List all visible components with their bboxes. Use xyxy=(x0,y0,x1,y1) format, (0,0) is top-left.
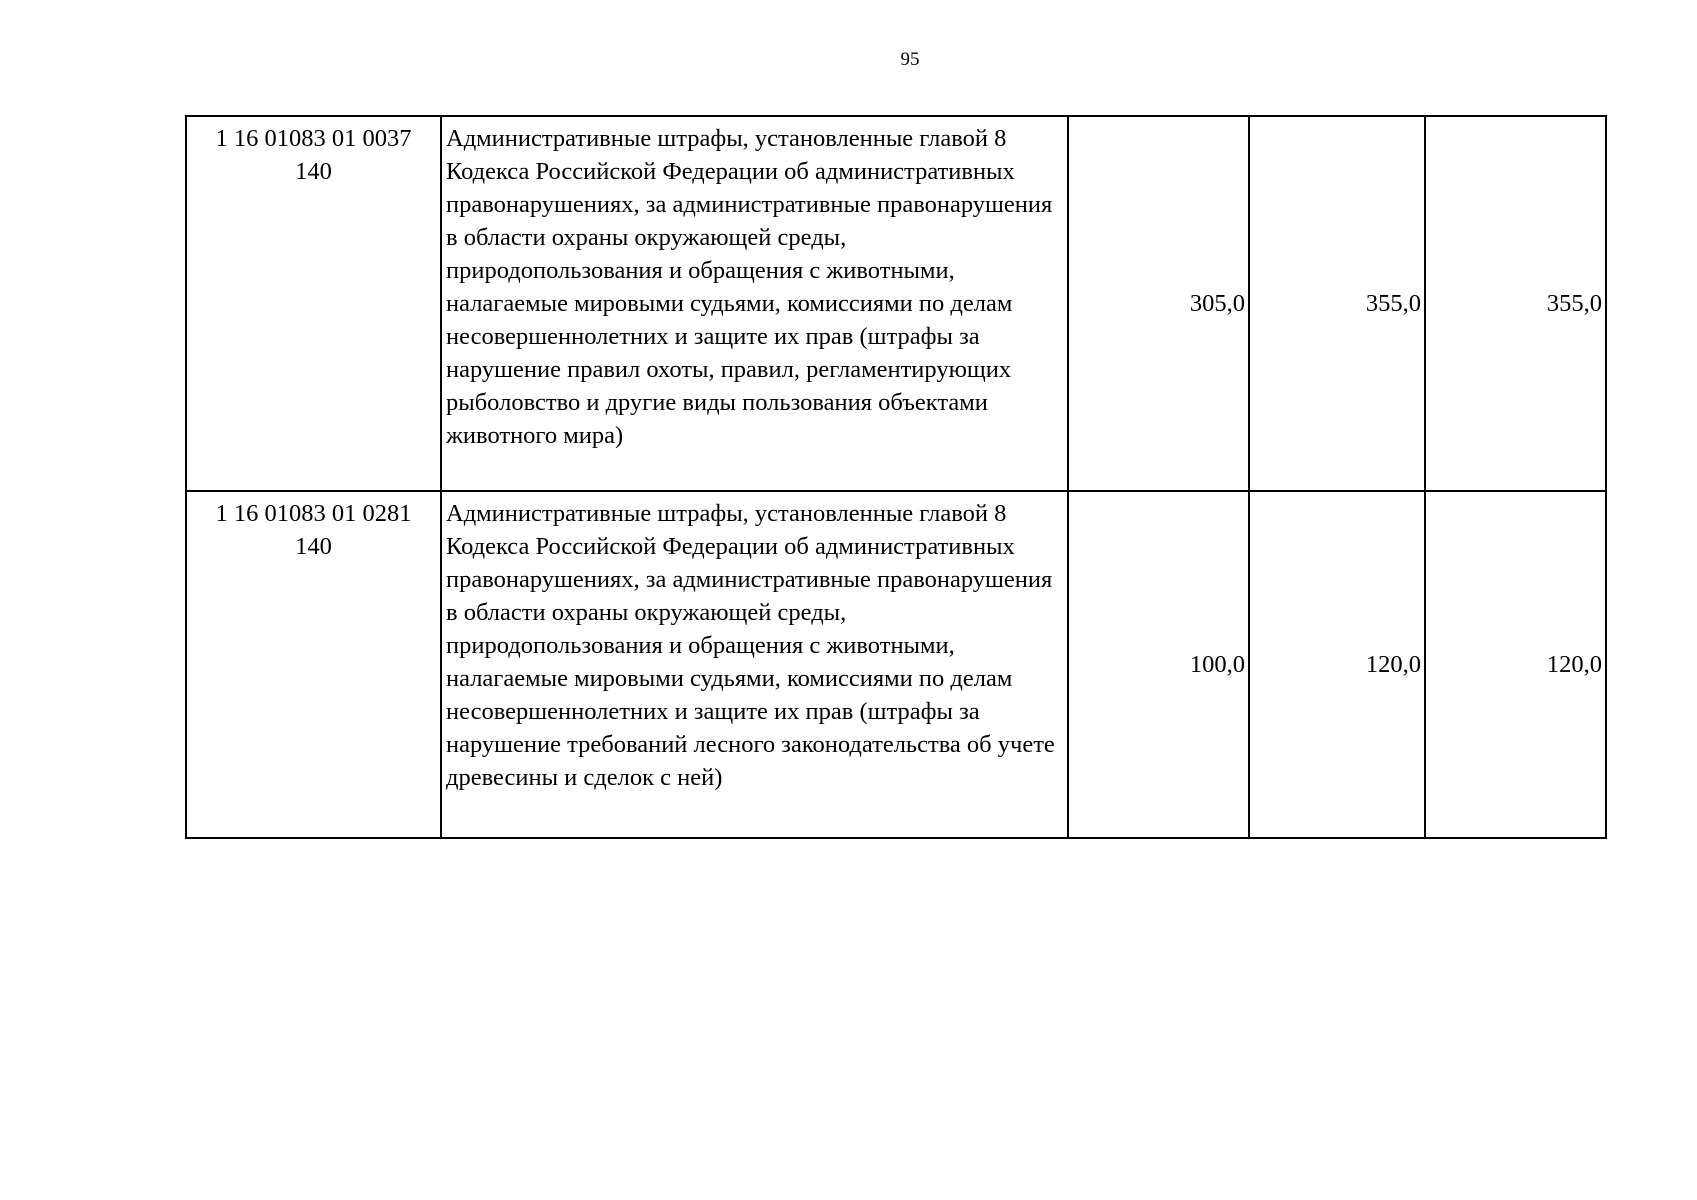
budget-code-line: 140 xyxy=(295,158,332,185)
description-cell: Административные штрафы, установленные главой 8 Кодекса Российской Федерации об административных правонарушениях, за административные правонарушения в области охраны окружающей среды, природопользования и обращения с животными, налагаемые мировыми судьями, комиссиями по делам несовершеннолетних и защите их прав (штрафы за нарушение правил охоты, правил, регламентирующих рыболовство и другие виды пользования объектами животного мира) xyxy=(441,116,1068,491)
budget-code-line: 1 16 01083 01 0281 xyxy=(215,500,412,527)
revenue-table xyxy=(185,115,1607,839)
description-cell: Административные штрафы, установленные главой 8 Кодекса Российской Федерации об административных правонарушениях, за административные правонарушения в области охраны окружающей среды, природопользования и обращения с животными, налагаемые мировыми судьями, комиссиями по делам несовершеннолетних и защите их прав (штрафы за нарушение требований лесного законодательства об учете древесины и сделок с ней) xyxy=(441,491,1068,838)
value-cell-2: 355,0 xyxy=(1249,116,1425,491)
table-row xyxy=(186,491,1606,838)
value-cell-1: 305,0 xyxy=(1068,116,1249,491)
value-cell-3: 120,0 xyxy=(1425,491,1606,838)
page-number: 95 xyxy=(900,49,920,70)
budget-code-line: 140 xyxy=(295,533,332,560)
budget-code-line: 1 16 01083 01 0037 xyxy=(215,125,412,152)
budget-code-cell xyxy=(186,491,441,838)
value-cell-3: 355,0 xyxy=(1425,116,1606,491)
value-cell-2: 120,0 xyxy=(1249,491,1425,838)
table-row xyxy=(186,116,1606,491)
value-cell-1: 100,0 xyxy=(1068,491,1249,838)
budget-code-cell xyxy=(186,116,441,491)
